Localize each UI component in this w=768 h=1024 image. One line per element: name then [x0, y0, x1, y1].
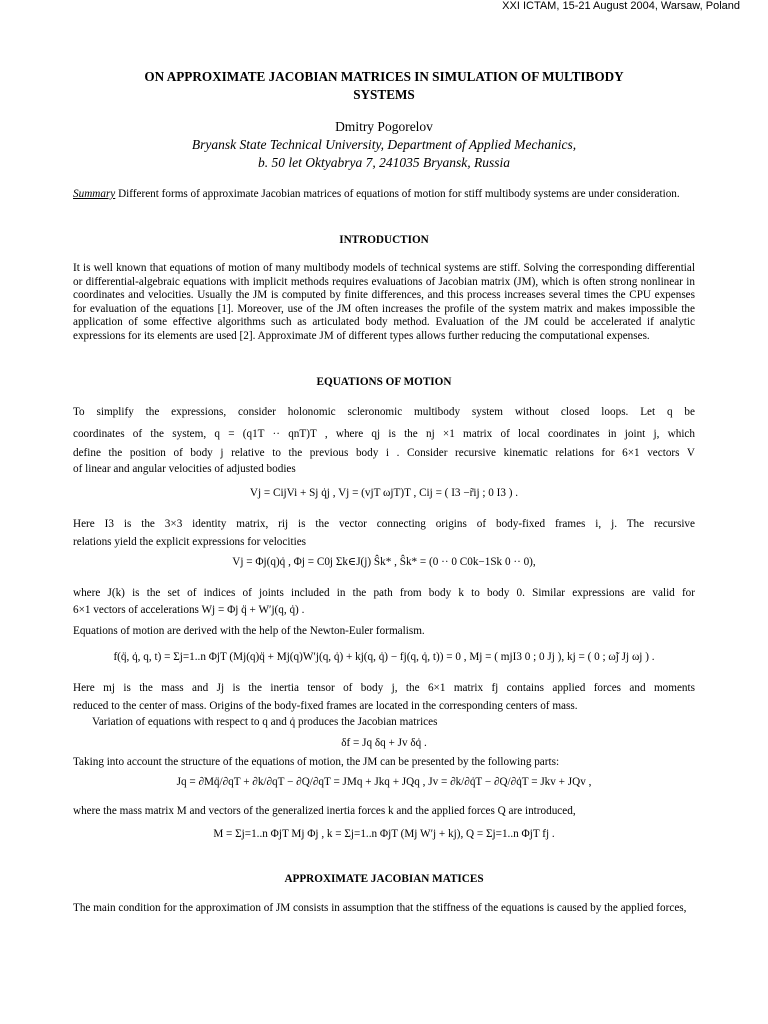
- title-line-2: SYSTEMS: [353, 87, 415, 102]
- eqm-text-line-12: Variation of equations with respect to q and q̇ produces the Jacobian matrices: [92, 716, 438, 728]
- eqm-text-line-5: Here I3 is the 3×3 identity matrix, rij is the vector connecting origins of body-fixed frames i, j. The recursive: [73, 518, 695, 530]
- eqm-text-line-1: To simplify the expressions, consider holonomic scleronomic multibody system without closed loops. Let q be: [73, 406, 695, 418]
- eqm-text-line-2: coordinates of the system, q = (q1T ·· qnT)T , where qj is the nj ×1 matrix of local coordinates in joint j, which: [73, 428, 695, 440]
- eqm-text-line-9: Equations of motion are derived with the help of the Newton-Euler formalism.: [73, 625, 425, 637]
- equation-newton-euler: f(q̈, q̇, q, t) = Σj=1..n ΦjT (Mj(q)q̈ + Mj(q)W′j(q, q̇) + kj(q, q̇) − fj(q, q̇, t)) = 0 , Mj = ( mjI3 0 ; 0 Jj ), kj = ( 0 ; ω̃j Jj ωj ) .: [113, 651, 655, 663]
- equation-jacobian-parts: Jq = ∂Mq̈/∂qT + ∂k/∂qT − ∂Q/∂qT = JMq + Jkq + JQq , Jv = ∂k/∂q̇T − ∂Q/∂q̇T = Jkv + JQv ,: [176, 776, 592, 788]
- section-heading-approximate-jacobian: APPROXIMATE JACOBIAN MATICES: [284, 873, 484, 885]
- eqm-text-line-8: 6×1 vectors of accelerations Wj = Φj q̈ + W′j(q, q̇) .: [73, 604, 305, 616]
- summary-label: Summary: [73, 188, 116, 200]
- eqm-text-line-4: of linear and angular velocities of adjusted bodies: [73, 463, 296, 475]
- eqm-text-line-14: where the mass matrix M and vectors of the generalized inertia forces k and the applied forces Q are introduced,: [73, 805, 576, 817]
- eqm-text-line-10: Here mj is the mass and Jj is the inertia tensor of body j, the 6×1 matrix fj contains applied forces and moments: [73, 682, 695, 694]
- approximation-paragraph: The main condition for the approximation of JM consists in assumption that the stiffness of the equations is caused by the applied forces,: [73, 902, 687, 914]
- affiliation-line-2: b. 50 let Oktyabrya 7, 241035 Bryansk, Russia: [258, 155, 510, 170]
- eqm-text-line-3: define the position of body j relative to the previous body i . Consider recursive kinematic relations for 6×1 vectors V: [73, 447, 695, 459]
- equation-velocity-recursion: Vj = CijVi + Sj q̇j , Vj = (vjT ωjT)T , Cij = ( I3 −r̃ij ; 0 I3 ) .: [249, 487, 519, 499]
- equation-explicit-velocities: Vj = Φj(q)q̇ , Φj = C0j Σk∈J(j) Ŝk* , Ŝk* = (0 ·· 0 C0k−1Sk 0 ·· 0),: [232, 556, 536, 568]
- equation-mass-and-forces: M = Σj=1..n ΦjT Mj Φj , k = Σj=1..n ΦjT (Mj W′j + kj), Q = Σj=1..n ΦjT fj .: [213, 828, 555, 840]
- eqm-text-line-11: reduced to the center of mass. Origins of the body-fixed frames are located in the corresponding centers of mass.: [73, 700, 578, 712]
- title-line-1: ON APPROXIMATE JACOBIAN MATRICES IN SIMULATION OF MULTIBODY: [144, 69, 624, 84]
- author-name: Dmitry Pogorelov: [335, 119, 433, 134]
- summary-text: Different forms of approximate Jacobian matrices of equations of motion for stiff multibody systems are under consideration.: [115, 188, 680, 200]
- eqm-text-line-6: relations yield the explicit expressions for velocities: [73, 536, 307, 548]
- equation-variation: δf = Jq δq + Jv δq̇ .: [341, 737, 427, 749]
- section-heading-equations-of-motion: EQUATIONS OF MOTION: [316, 376, 452, 388]
- eqm-text-line-7: where J(k) is the set of indices of joints included in the path from body k to body 0. Similar expressions are valid for: [73, 587, 695, 599]
- summary-paragraph: [73, 188, 695, 202]
- eqm-text-line-13: Taking into account the structure of the equations of motion, the JM can be presented by the following parts:: [73, 756, 560, 768]
- affiliation-line-1: Bryansk State Technical University, Department of Applied Mechanics,: [191, 137, 577, 152]
- conference-header: XXI ICTAM, 15-21 August 2004, Warsaw, Poland: [502, 0, 740, 12]
- paper-title: [60, 68, 708, 104]
- introduction-paragraph: It is well known that equations of motion of many multibody models of technical systems are stiff. Solving the corresponding differential or differential-algebraic equations with implicit methods requires evaluations of Jacobian matrix (JM), which is often strong nonlinear in coordinates and velocities. Usually the JM is computed by finite differences, and this process increases several times the CPU expenses for evaluation of the equations [1]. Moreover, use of the JM often increases the profile of the system matrix and makes impossible the application of some effective algorithms such as articulated body method. Evaluation of the JM could be accelerated if analytic expressions for its elements are used [2]. Approximate JM of different types allows further reducing the computational expenses.: [73, 262, 695, 342]
- section-heading-introduction: INTRODUCTION: [339, 234, 429, 246]
